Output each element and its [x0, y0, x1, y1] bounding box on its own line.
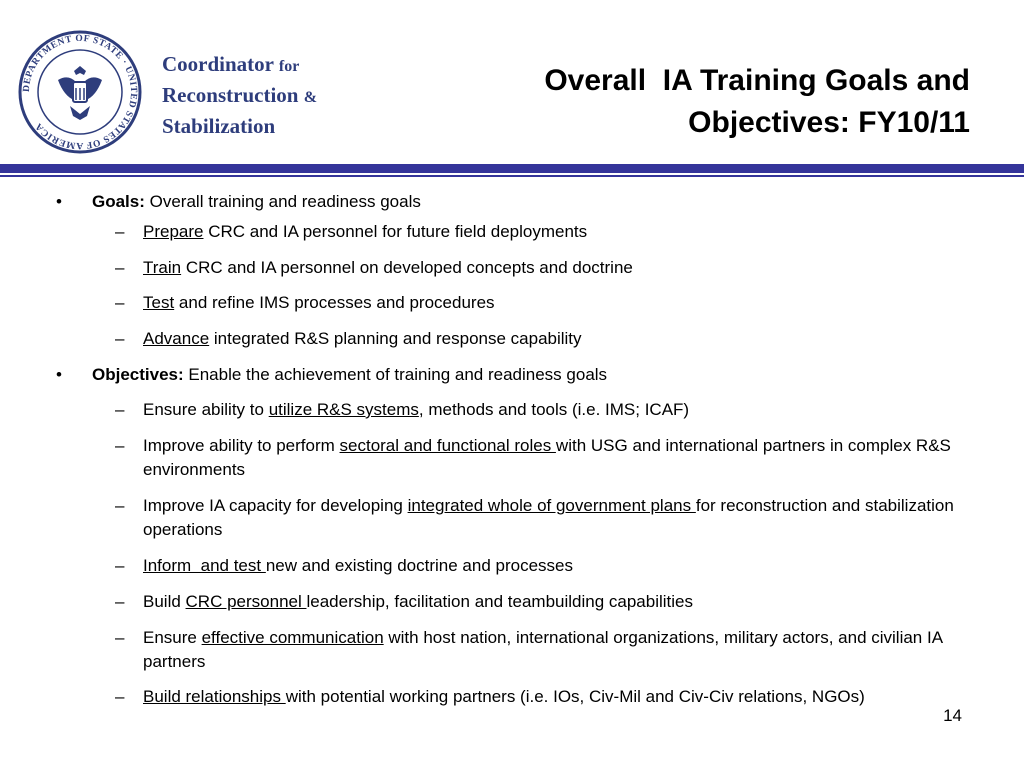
objective-item: – Improve IA capacity for developing integrated whole of government plans for reconstruction and stabilization operations	[115, 496, 954, 539]
goals-text: Overall training and readiness goals	[144, 192, 421, 211]
title-line2: Objectives: FY10/11	[688, 106, 970, 139]
goal-item: – Train CRC and IA personnel on developed concepts and doctrine	[115, 258, 633, 277]
objective-item: – Ensure effective communication with host nation, international organizations, military actors, and civilian IA partners	[115, 628, 943, 671]
objectives-label: Objectives:	[92, 365, 184, 384]
org-line2: Reconstruction	[162, 83, 299, 107]
org-line1: Coordinator	[162, 52, 274, 76]
goal-item: – Prepare CRC and IA personnel for future field deployments	[115, 222, 588, 241]
org-for: for	[278, 58, 300, 75]
goals-label: Goals:	[92, 192, 145, 211]
org-amp: &	[303, 89, 318, 106]
header-rule-thin	[0, 175, 1024, 177]
department-of-state-seal	[18, 30, 142, 154]
objective-item: – Inform and test new and existing doctrine and processes	[115, 556, 573, 575]
goal-keyword: Test	[143, 293, 175, 312]
objectives-bullet	[56, 363, 992, 387]
org-name	[162, 50, 317, 140]
goal-item: – Advance integrated R&S planning and response capability	[115, 329, 582, 348]
bullet-marker: •	[56, 192, 62, 211]
objective-keyword: CRC personnel	[185, 592, 307, 611]
goal-keyword: Prepare	[143, 222, 204, 241]
goal-item: – Test and refine IMS processes and procedures	[115, 293, 495, 312]
objective-keyword: Build relationships	[143, 687, 286, 706]
org-line3: Stabilization	[162, 114, 276, 138]
objective-item: – Improve ability to perform sectoral and functional roles with USG and international partners in complex R&S environments	[115, 436, 951, 479]
objective-keyword: sectoral and functional roles	[339, 436, 556, 455]
title-line1: Overall IA Training Goals and	[544, 64, 970, 97]
objective-keyword: integrated whole of government plans	[407, 496, 696, 515]
goals-bullet	[56, 190, 992, 214]
page-number: 14	[943, 706, 962, 725]
bullet-marker: •	[56, 365, 62, 384]
objective-item: – Build CRC personnel leadership, facilitation and teambuilding capabilities	[115, 592, 694, 611]
objective-item: – Build relationships with potential working partners (i.e. IOs, Civ-Mil and Civ-Civ relations, NGOs)	[115, 687, 865, 706]
goal-keyword: Train	[143, 258, 182, 277]
objective-keyword: effective communication	[201, 628, 384, 647]
header-rule-thick	[0, 164, 1024, 173]
slide-title	[544, 60, 970, 144]
objective-keyword: Inform and test	[143, 556, 266, 575]
objective-keyword: utilize R&S systems	[268, 400, 419, 419]
seal-text: DEPARTMENT OF STATE · UNITED STATES OF AMERICA	[21, 33, 139, 151]
objective-item: – Ensure ability to utilize R&S systems, methods and tools (i.e. IMS; ICAF)	[115, 400, 690, 419]
goal-keyword: Advance	[143, 329, 210, 348]
objectives-text: Enable the achievement of training and readiness goals	[183, 365, 608, 384]
